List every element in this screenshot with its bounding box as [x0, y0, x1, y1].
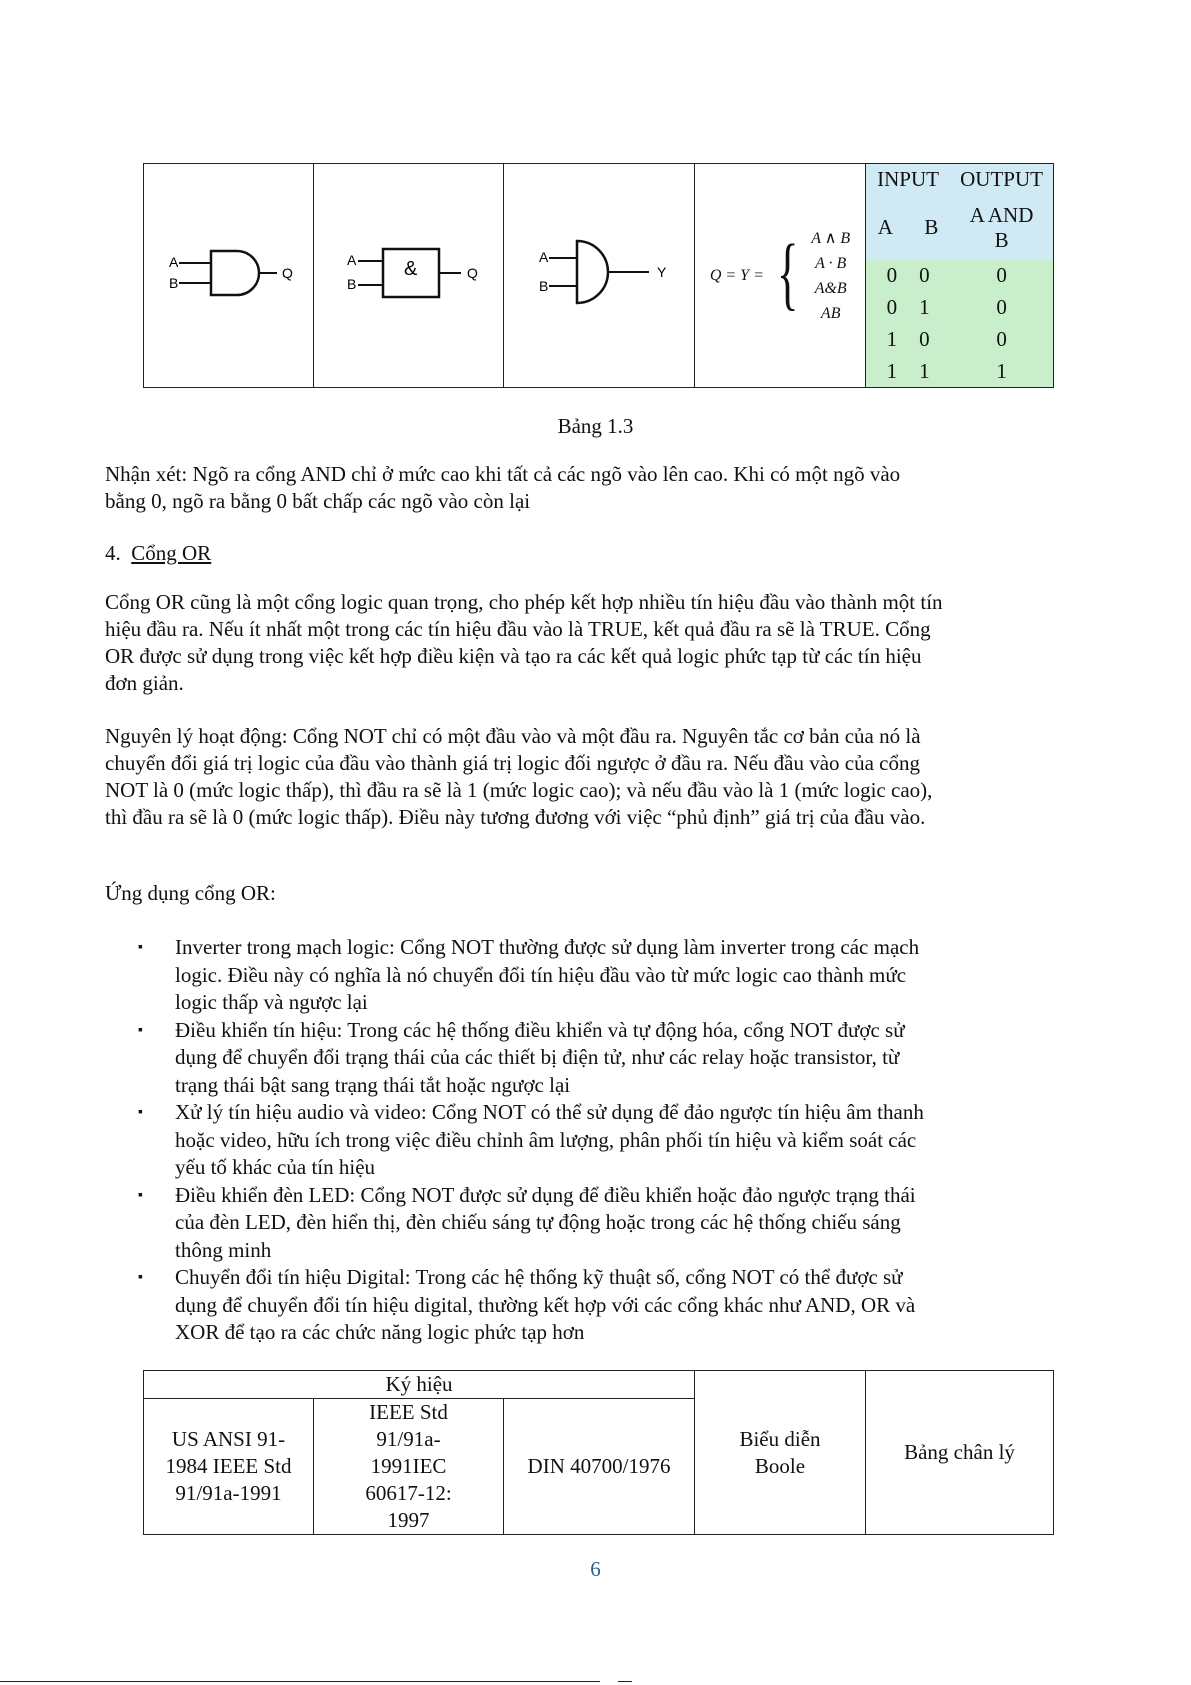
svg-text:A: A: [346, 251, 356, 268]
svg-text:A: A: [168, 253, 178, 270]
input-cols: [866, 196, 950, 260]
list-item-text: Điều khiển đèn LED: Cổng NOT được sử dụng để điều khiển hoặc đảo ngược trạng thái của đèn LED, đèn hiển thị, đèn chiếu sáng tự động hoặc trong các hệ thống chiếu sáng thông minh: [175, 1182, 916, 1262]
list-item: [137, 1099, 937, 1182]
footer-rule: [0, 1681, 600, 1682]
iec-and-gate-symbol: [319, 243, 499, 303]
list-item: [137, 1017, 937, 1100]
boole-case: A&B: [814, 279, 847, 297]
or-intro-paragraph: Cổng OR cũng là một cổng logic quan trọng, cho phép kết hợp nhiều tín hiệu đầu vào thành một tín hiệu đầu ra. Nếu ít nhất một trong các tín hiệu đầu vào là TRUE, kết quả đầu ra sẽ là TRUE. Cổng OR được sử dụng trong việc kết hợp điều kiện và tạo ra các kết quả logic phức tạp từ các tín hiệu đơn giản.: [105, 590, 943, 695]
cell-a: 1: [886, 358, 898, 383]
bullet-icon: ▪: [138, 1022, 143, 1038]
truth-row-in: [866, 355, 950, 387]
cell-out: 0: [996, 326, 1007, 351]
principle-text: Cổng NOT chỉ có một đầu vào và một đầu ra. Nguyên tắc cơ bản của nó là chuyển đổi giá trị logic của đầu vào thành giá trị logic đối ngược ở đầu ra. Nếu đầu vào của cổng NOT là 0 (mức logic thấp), thì đầu ra sẽ là 1 (mức logic cao); và nếu đầu vào là 1 (mức logic cao), thì đầu ra sẽ là 0 (mức logic thấp). Điều này tương đương với việc “phủ định” giá trị của đầu vào.: [105, 724, 933, 829]
applications-list: [137, 934, 937, 1347]
truth-row-in: [866, 260, 950, 292]
svg-text:B: B: [168, 274, 178, 291]
cell-a: 0: [886, 294, 898, 319]
list-item: [137, 1182, 937, 1265]
remark-label: Nhận xét:: [105, 462, 188, 486]
boole-expression-cell: [695, 164, 866, 388]
and-gate-table: [143, 163, 1054, 388]
list-item-text: Xử lý tín hiệu audio và video: Cổng NOT có thể sử dụng để đảo ngược tín hiệu âm thanh hoặc video, hữu ích trong việc điều chỉnh âm lượng, phân phối tín hiệu và kiểm soát các yếu tố khác của tín hiệu: [175, 1100, 924, 1179]
section-title: Cổng OR: [131, 541, 212, 565]
and-truth-table: [866, 164, 1053, 387]
cell-b: 0: [919, 262, 930, 287]
din-header: DIN 40700/1976: [504, 1399, 695, 1535]
list-item: [137, 1264, 937, 1347]
boole-header: Biểu diễn Boole: [695, 1371, 866, 1535]
output-header: OUTPUT: [960, 167, 1043, 192]
svg-text:B: B: [539, 277, 549, 294]
cell-out: 0: [996, 294, 1007, 319]
cell-a: 1: [886, 326, 898, 351]
applications-title: Ứng dụng cổng OR:: [105, 881, 276, 905]
col-b: B: [924, 215, 939, 240]
truth-row-in: [866, 323, 950, 355]
bullet-icon: ▪: [138, 940, 143, 955]
section-number: 4.: [105, 541, 121, 565]
boole-expression: [695, 226, 865, 326]
truth-row-in: [866, 291, 950, 323]
principle-paragraph: [105, 723, 945, 831]
din-and-gate-symbol: [509, 238, 689, 308]
cell-b: 1: [919, 294, 930, 319]
symbol-header: Ký hiệu: [144, 1371, 695, 1399]
table-caption: Bảng 1.3: [557, 414, 634, 438]
cell-out: 0: [996, 262, 1007, 287]
iec-header: IEEE Std 91/91a-1991IEC 60617-12: 1997: [314, 1399, 504, 1535]
ansi-and-gate-symbol: [149, 243, 309, 303]
svg-text:Y: Y: [657, 263, 667, 280]
list-item-text: Inverter trong mạch logic: Cổng NOT thường được sử dụng làm inverter trong các mạch logic. Điều này có nghĩa là nó chuyển đổi tín hiệu đầu vào từ mức logic cao thành mức logic thấp và ngược lại: [175, 935, 920, 1014]
bullet-icon: ▪: [138, 1187, 143, 1203]
din-and-symbol-cell: [504, 164, 695, 388]
ansi-and-symbol-cell: [144, 164, 314, 388]
page-number: 6: [590, 1557, 601, 1581]
cell-b: 1: [919, 358, 930, 383]
boole-case: AB: [820, 304, 841, 322]
remark-paragraph: [105, 461, 945, 515]
list-item: [137, 934, 937, 1017]
svg-text:&: &: [403, 257, 417, 280]
svg-text:Q: Q: [281, 264, 293, 281]
cell-a: 0: [886, 262, 898, 287]
svg-text:A: A: [539, 248, 549, 265]
list-item-text: Chuyển đổi tín hiệu Digital: Trong các hệ thống kỹ thuật số, cổng NOT có thể được sử dụng để chuyển đổi tín hiệu digital, thường kết hợp với các cổng khác như AND, OR và XOR để tạo ra các chức năng logic phức tạp hơn: [175, 1265, 916, 1344]
bullet-icon: ▪: [138, 1105, 143, 1120]
input-header: INPUT: [877, 167, 939, 192]
svg-text:B: B: [346, 275, 356, 292]
or-gate-table: [143, 1370, 1054, 1535]
cell-out: 1: [996, 358, 1007, 383]
footer-rule-end: [618, 1681, 632, 1682]
brace: {: [776, 226, 799, 318]
ansi-header: US ANSI 91-1984 IEEE Std 91/91a-1991: [144, 1399, 314, 1535]
col-out: A AND B: [969, 202, 1034, 252]
boole-case: A · B: [815, 254, 847, 272]
list-item-text: Điều khiển tín hiệu: Trong các hệ thống điều khiển và tự động hóa, cổng NOT được sử dụng để chuyển đổi trạng thái của các thiết bị điện tử, như các relay hoặc transistor, từ trạng thái bật sang trạng thái tắt hoặc ngược lại: [175, 1017, 905, 1097]
cell-b: 0: [919, 326, 930, 351]
boole-case: A ∧ B: [811, 229, 851, 247]
principle-label: Nguyên lý hoạt động:: [105, 724, 288, 748]
truth-header: Bảng chân lý: [866, 1371, 1054, 1535]
remark-text: Ngõ ra cổng AND chỉ ở mức cao khi tất cả các ngõ vào lên cao. Khi có một ngõ vào bằng 0, ngõ ra bằng 0 bất chấp các ngõ vào còn lại: [105, 462, 901, 513]
iec-and-symbol-cell: [314, 164, 504, 388]
bullet-icon: ▪: [138, 1270, 143, 1285]
section-heading: [105, 540, 945, 567]
truth-table-cell: [866, 164, 1054, 388]
boole-cases: [811, 226, 850, 326]
boole-lhs: Q = Y =: [709, 266, 764, 284]
svg-text:Q: Q: [466, 264, 478, 281]
col-a: A: [877, 215, 892, 240]
